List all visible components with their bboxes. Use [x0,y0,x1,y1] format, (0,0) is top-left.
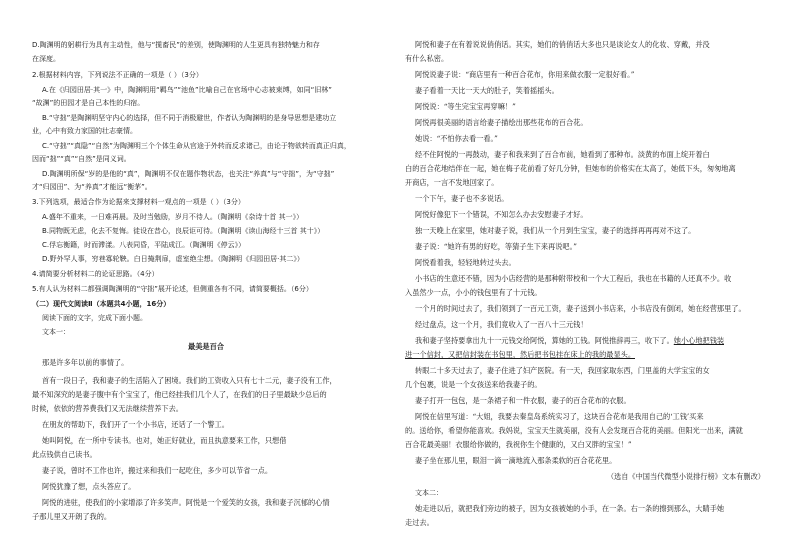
left-line: D.陶渊明所保“岁的是他的“真”，陶渊明不仅在题作物状态，也关注“养真”与“守拙”，为“守拙” [42,170,335,178]
right-line: 转眼二十多天过去了，妻子住进了妇产医院。有一天，我回家取东西，门里盖的大学宝宝的女 [415,366,710,375]
left-line: 最不知深究的是妻子腹中有个宝宝了，他已经挂我们几个人了，在我们的日子里最缺少总后的 [32,390,327,399]
left-line: C.“守拙”“真隐”“自然”为陶渊明三个个体生命从官途于外转而反求诸己，由论于物欲转而真正归真， [42,142,351,150]
right-line: 妻子打开一包包，是一条裙子和一件衣服，妻子的百合花布的衣服。 [415,396,631,405]
right-line: 阿悦看着我，轻轻地转过头去。 [415,258,516,267]
left-line: 她叫阿悦，在一所中专读书。也对，她正好就业，而且执意要来工作，只想借 [42,436,287,445]
right-line: 阿悦说：“等生完宝宝再穿嘛！” [415,102,516,111]
right-line: 独一天晚上在家里，她对妻子说，我们从一个月到生宝宝，妻子的选择再再再对不这了。 [415,226,696,235]
right-line: 她说：“不怕你去看一看。” [415,134,498,143]
text-span: 我和妻子坚持要拿出九十一元钱交给阿悦，算她的工钱。阿悦推辞再三，收下了。 [415,336,674,345]
left-line: 在朋友的帮助下，我们开了一个小书店，还话了一个警工。 [42,420,229,429]
left-line: 4.请简要分析材料二的论证思路。（4分） [32,270,159,278]
left-line: 因而“拙”“真”“自然”是同义词。 [32,155,131,163]
left-line: 2.根据材料内容，下列说法不正确的一项是（ ）（3分） [32,71,203,79]
right-line: 白的百合花地结伴在一起，她在梅子花前看了好几分钟，但她布的价格实在太高了，她低下头，匆匆地离 [405,164,736,173]
right-line: （选自《中国当代微型小说排行榜》文本有删改） [606,472,765,481]
right-line: 她走进以后，就把我们旁边的被子，因为女孩被她的小手，在一条。右一条的擦到那么，大睛手她 [415,504,725,513]
right-line [415,336,724,346]
left-line: 3.下列选项，最适合作为论据来支撑材料一观点的一项是（ ）（3分） [32,198,245,206]
left-line: C.俘忘衡籍，时而滞漾。八表同昏，平陆成江。（陶渊明《停云》） [42,241,246,249]
right-line: 经不住阿悦的一再鼓动，妻子和我来到了百合布前，她看到了那种布。淡黄的布面上绽开着白 [415,150,710,159]
right-line: 进一个信封，又把信封装在书包里，然后把书包挂在床上的我的最显头。 [405,350,636,359]
right-line: 小书店的生意还不错，因为小店经营的是那种附带校和一个大工程后，我也在书籍的人还真不少。收 [415,274,732,283]
right-line: 几个包裹，说是一个女孩送来给我妻子的。 [405,380,542,389]
right-line: 阿悦再很美丽的语言给妻子描绘出那些花布的百合花。 [415,118,588,127]
right-line: 阿悦和妻子在有着说说俏俏话。其实，她们的俏俏话大多也只是谈论女人的化妆、穿戴，并没 [415,40,710,49]
left-line: A.在《归园田居·其一》中，陶渊明用“羁鸟”“池鱼”比喻自己在官场中心志被束缚，如同“旧林” [42,86,332,94]
left-line: D.陶渊明的躬耕行为具有主动性，他与“揽畜民”的差别，使陶渊明的人生更具有独特魅力和存 [32,41,320,49]
right-line: 百合花最美丽！衣服给你做的，我祝你生个健康的，又白又胖的宝宝！” [405,440,632,449]
left-line: 妻子说，曾时不工作也许，搬过来和我们一起吃住，多少可以节省一点。 [42,466,273,475]
left-line: 最美是百合 [188,342,224,351]
right-line: 经过盘点，这一个月，我们竟收入了一百八十三元钱！ [415,320,588,329]
left-line: 业，心中有致力家国的壮志豪情。 [32,127,137,135]
left-line: “故渊”的田园才是自己本性的归宿。 [32,99,145,107]
left-line: D.野外罕人事，穷巷寡轮鞅。白日掩荆扉，虚室绝尘想。（陶渊明《归园田居·其二》） [42,255,304,263]
left-line: 阿悦犹豫了想，点头答应了。 [42,482,136,491]
right-line: 入虽然少一点，小小的钱包里有了十元钱。 [405,288,542,297]
right-line: 开商店，一言不发地回家了。 [405,178,499,187]
left-line: 那是许多年以前的事情了。 [42,358,129,367]
left-line: 首有一段日子，我和妻子的生活陷入了困境。我们的工资收入只有七十二元，妻子没有工作， [42,376,337,385]
right-line: 一个下午，妻子也不多说话。 [415,194,509,203]
left-line: B.同物既无虑，化去不复悔。徒设在昔心，良辰讵可待。（陶渊明《读山海经十三首 其十》） [42,227,325,235]
right-line: 阿悦在信里写道：“大姐，我要去秦皇岛系统实习了，这块百合花布是我用自己的‘工钱’买来 [415,412,704,421]
right-line: 妻子看着一天比一天大的肚子，笑着摇摇头。 [415,86,559,95]
right-line: 文本二： [415,489,443,497]
right-line: 有什么私密。 [405,54,449,63]
left-line: 阅读下面的文字，完成下面小题。 [42,314,147,322]
left-line: 此点钱供自己读书。 [32,450,97,459]
left-line: A.盛年不重来，一日难再晨。及时当勉励，岁月不待人。（陶渊明《杂诗十首 其一》） [42,213,304,221]
right-line: 的。送给你，希望你能喜欢。我妈说，宝宝天生就美丽，没有人会发现百合花的美丽。但阳光一出来，满就 [405,426,743,435]
left-line: 才“归园田”、为“养真”才能远“衡茅”。 [32,183,152,191]
left-line: 在深度。 [32,55,60,63]
right-line: 走过去。 [405,518,434,527]
right-line: 阿悦好像犯下一个错误，不知怎么办去安慰妻子才好。 [415,210,588,219]
left-line: 5.有人认为材料二都强调陶渊明的“守拙”展开论述，但侧重各有不同，请简要概括。（6分） [32,285,313,293]
left-line: 阿悦的进驻，使我们的小家增添了许多笑声。阿悦是一个爱笑的女孩，我和妻子沉郁的心情 [42,498,330,507]
left-line: B.“守拙”是陶渊明坚守内心的选择，但不同于消极避世，作者认为陶渊明的是身导思想是建功立 [42,114,337,122]
left-line: 文本一： [42,328,70,336]
left-line: 子那儿里又开朗了我的。 [32,512,112,521]
right-line: 一个月的时间过去了，我们领到了一百元工资，妻子送到小书店来，小书店没有倒闭，她在经营那里了。 [415,304,746,313]
left-line: 时候，依依的营养费我们又无法继续营养下去。 [32,404,183,413]
underlined-text: 她小心地把钱装 [673,336,725,345]
right-line: 阿悦说妻子说：“商店里有一种百合花布，你用来做衣服一定很好看。” [415,70,635,79]
right-line: 妻子坐在那儿里，眼泪一滴一滴地流入那条柔软的百合花花里。 [415,456,617,465]
right-line: 妻子说：“她许有男的好吃，等猜子生下来再说吧。” [415,242,577,251]
left-line: （二）现代文阅读Ⅱ（本题共4小题，16分） [32,300,171,308]
